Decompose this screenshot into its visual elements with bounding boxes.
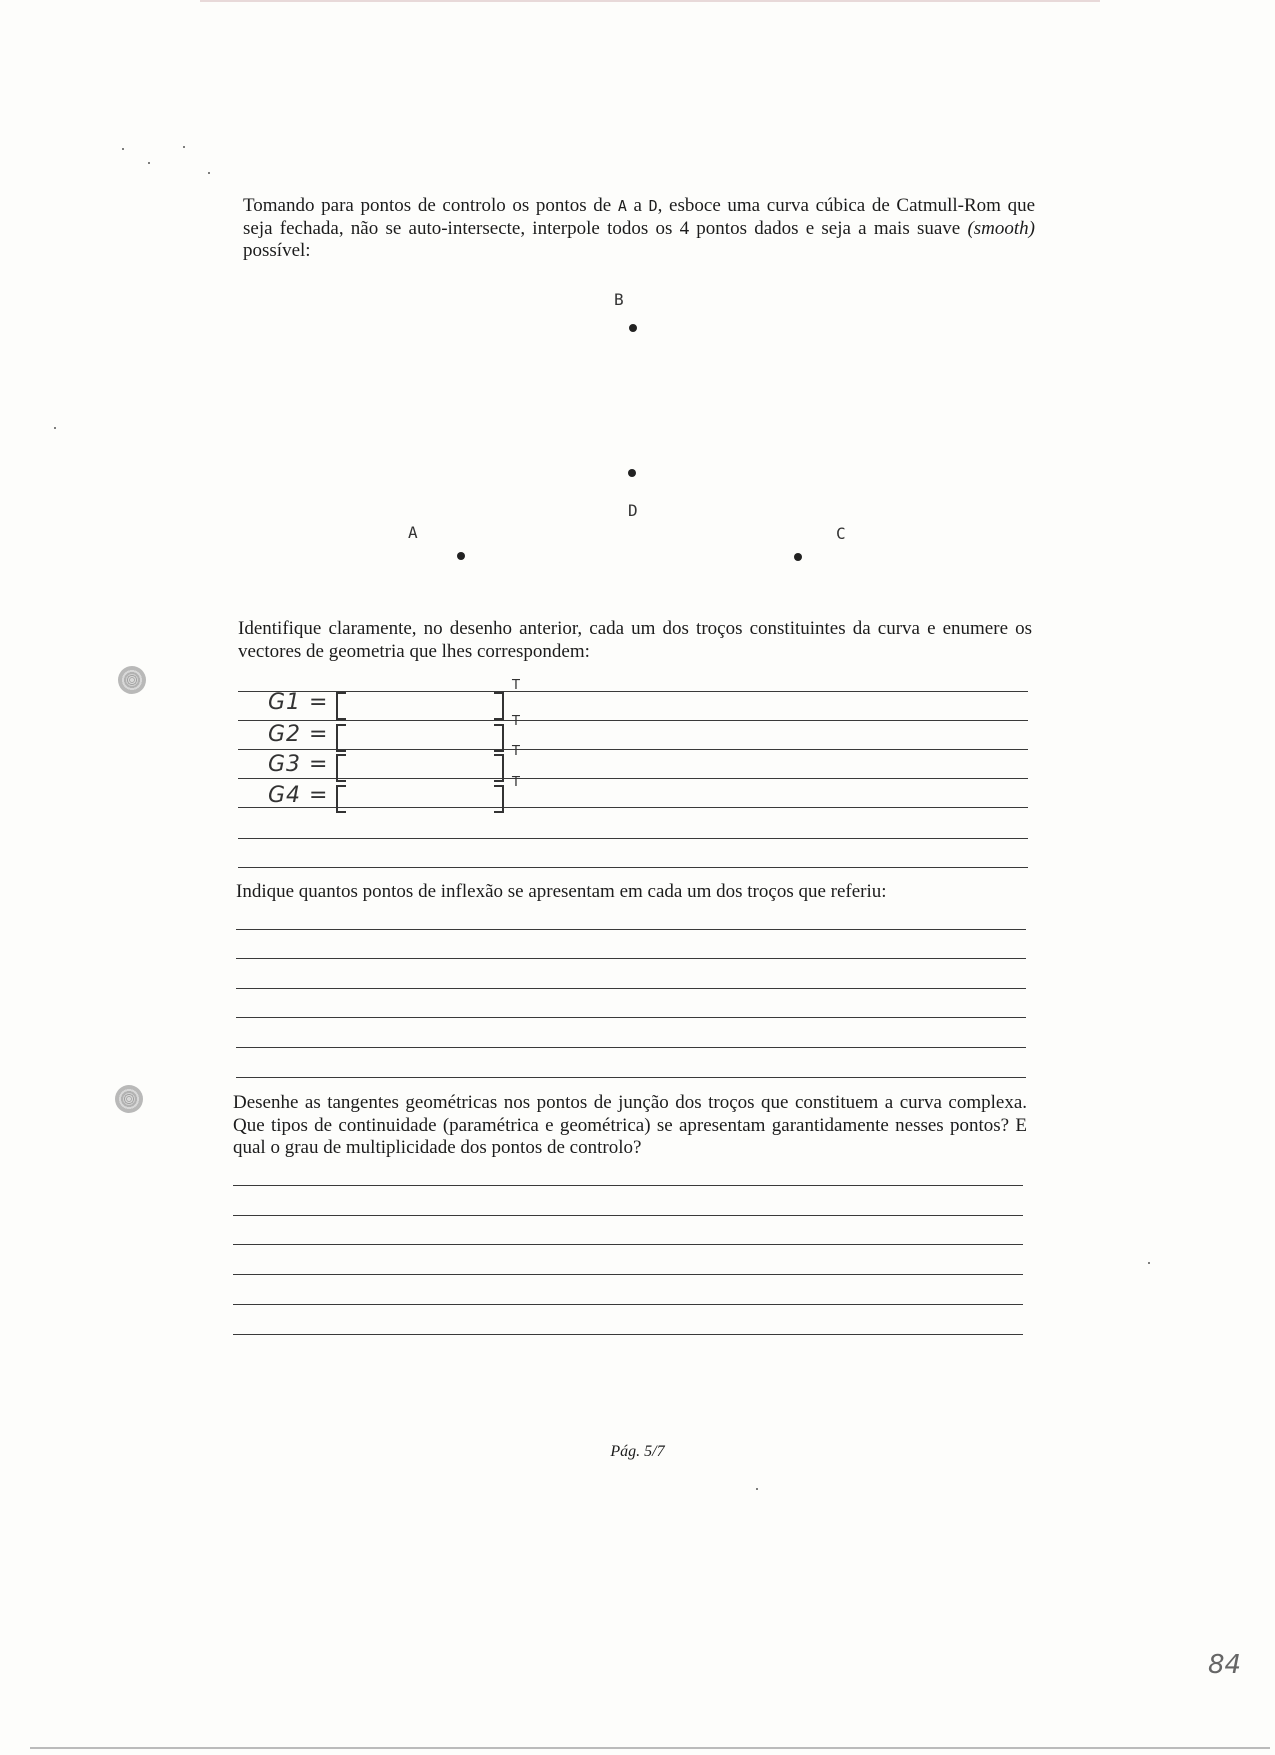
handwritten-g3-label: G3 = <box>268 752 329 777</box>
transpose-mark: T <box>512 744 520 759</box>
question-1-rest: , esboce uma curva cúbica de Catmull-Rom que seja fechada, não se auto-intersecte, interpole todos os 4 pontos dados e seja a mais suave <box>243 195 1036 239</box>
question-1-prefix: Tomando para pontos de controlo os pontos de <box>243 195 618 216</box>
handwritten-g1-label: G1 = <box>268 690 329 715</box>
handwritten-g4-label: G4 = <box>268 783 329 808</box>
point-label-d: D <box>628 501 638 520</box>
scan-edge-bottom <box>30 1747 1270 1749</box>
answer-line <box>233 1215 1023 1216</box>
answer-line <box>233 1185 1023 1186</box>
answer-line <box>236 1017 1026 1018</box>
point-label-a: A <box>408 523 418 542</box>
answer-line <box>238 720 1028 721</box>
control-point-d <box>628 469 636 477</box>
answer-line <box>233 1274 1023 1275</box>
question-1-mid: a <box>626 195 649 216</box>
scan-speck <box>1148 1262 1150 1264</box>
answer-line <box>236 929 1026 930</box>
scan-edge-top <box>200 0 1100 2</box>
scan-speck <box>54 427 56 429</box>
geometry-vector-g4 <box>268 775 538 813</box>
answer-line <box>236 1047 1026 1048</box>
right-bracket <box>494 785 504 813</box>
answer-line <box>236 958 1026 959</box>
question-4-text: Desenhe as tangentes geométricas nos pontos de junção dos troços que constituem a curva complexa. Que tipos de continuidade (paramétrica e geométrica) se apresentam garantidamente nesses pontos? E qual o grau de multiplicidade dos pontos de controlo? <box>233 1092 1027 1158</box>
answer-line <box>236 1077 1026 1078</box>
question-1-smooth: (smooth) <box>967 217 1035 239</box>
answer-line <box>238 867 1028 868</box>
geometry-vector-g2 <box>268 714 538 752</box>
handwritten-g2-label: G2 = <box>268 722 329 747</box>
question-1-code-a: A <box>617 197 627 215</box>
geometry-vector-g1 <box>268 678 538 720</box>
left-bracket <box>336 692 346 720</box>
scan-speck <box>183 146 185 148</box>
control-point-b <box>629 324 637 332</box>
punch-hole <box>118 666 146 694</box>
transpose-mark: T <box>512 775 520 790</box>
right-bracket <box>494 692 504 720</box>
point-label-b: B <box>614 290 624 309</box>
answer-line <box>233 1304 1023 1305</box>
transpose-mark: T <box>512 678 520 693</box>
answer-line <box>233 1244 1023 1245</box>
question-1-code-d: D <box>648 197 658 215</box>
punch-hole <box>115 1085 143 1113</box>
answer-line <box>233 1334 1023 1335</box>
right-bracket <box>494 724 504 752</box>
scan-speck <box>122 148 124 150</box>
control-point-a <box>457 552 465 560</box>
question-3-text: Indique quantos pontos de inflexão se apresentam em cada um dos troços que referiu: <box>236 881 887 902</box>
control-point-c <box>794 553 802 561</box>
scan-speck <box>208 172 210 174</box>
question-1-end: possível: <box>243 240 311 261</box>
point-label-c: C <box>836 524 846 543</box>
answer-line <box>238 838 1028 839</box>
transpose-mark: T <box>512 714 520 729</box>
question-2-text: Identifique claramente, no desenho anterior, cada um dos troços constituintes da curva e enumere os vectores de geometria que lhes correspondem: <box>238 618 1032 662</box>
scan-speck <box>756 1488 758 1490</box>
answer-line <box>236 988 1026 989</box>
handwritten-page-number: 84 <box>1208 1650 1242 1680</box>
page-footer: Pág. 5/7 <box>610 1443 665 1460</box>
geometry-vector-g3 <box>268 744 538 782</box>
left-bracket <box>336 785 346 813</box>
left-bracket <box>336 724 346 752</box>
right-bracket <box>494 754 504 782</box>
left-bracket <box>336 754 346 782</box>
scan-speck <box>148 162 150 164</box>
question-1-text <box>243 195 1035 263</box>
